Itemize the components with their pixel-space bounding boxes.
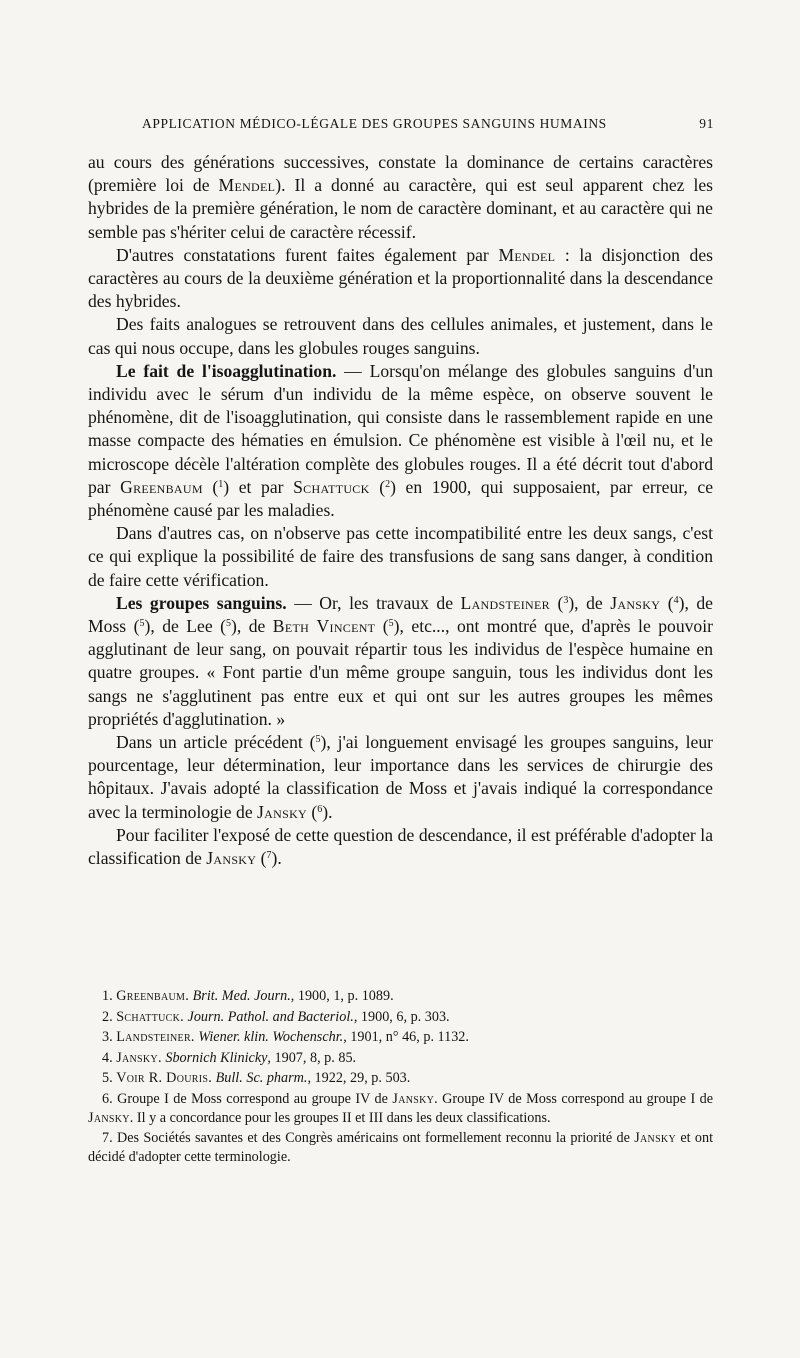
running-header: [142, 116, 714, 132]
author-name: Jansky: [206, 848, 257, 869]
footnote: 2. Schattuck. Journ. Pathol. and Bacteriol., 1900, 6, p. 303.: [102, 1008, 450, 1025]
footnote-ref: 4: [673, 594, 679, 606]
footnote-ref: 1: [218, 478, 224, 490]
footnote-ref: 5: [315, 734, 321, 746]
main-text: [88, 151, 713, 870]
footnote: 7. Des Sociétés savantes et des Congrès américains ont formellement reconnu la priorité de Jansky et ont décidé d'adopter cette terminologie.: [88, 1130, 714, 1165]
footnotes: [88, 987, 713, 1168]
footnote-ref: 7: [266, 850, 272, 862]
paragraph-8: Pour faciliter l'exposé de cette question de descendance, il est préférable d'adopter la classification de Jansky ($^7$).: [88, 824, 713, 869]
paragraph-4: Le fait de l'isoagglutination. — Lorsqu'on mélange des globules sanguins d'un individu avec le sérum d'un individu de la même espèce, on observe souvent le phénomène, dit de l'isoagglutination, qui consiste dans le rassemblement rapide en une masse compacte des hématies en émulsion. Ce phénomène est visible à l'œil nu, et le microscope décèle l'altération complète des globules rouges. Il a été décrit tout d'abord par Greenbaum ($^1$) et par Schattuck ($^2$) en 1900, qui supposaient, par erreur, ce phénomène causé par les maladies.: [88, 360, 714, 521]
footnote: 4. Jansky. Sbornich Klinicky, 1907, 8, p. 85.: [102, 1049, 357, 1066]
paragraph-1: au cours des générations successives, constate la dominance de certains caractères (première loi de Mendel). Il a donné au caractère, qui est seul apparent chez les hybrides de la première génération, le nom de caractère dominant, et au caractère qui ne semble pas s'hériter celui de caractère récessif.: [88, 152, 714, 242]
paragraph-6: Les groupes sanguins. — Or, les travaux de Landsteiner ($^3$), de Jansky ($^4$), de Moss ($^5$), de Lee ($^5$), de Beth Vincent ($^5$), etc..., ont montré que, d'après le pouvoir agglutinant de leur sang, on pouvait répartir tous les individus de l'espèce humaine en quatre groupes. « Font partie d'un même groupe sanguin, tous les individus dont les sangs ne s'agglutinent pas entre eux et qui ont sur les autres groupes les mêmes propriétés d'agglutination. »: [88, 592, 713, 729]
author-name: Schattuck: [293, 476, 370, 497]
author-name: Jansky: [610, 592, 661, 613]
paragraph-5: Dans d'autres cas, on n'observe pas cette incompatibilité entre les deux sangs, c'est ce qui explique la possibilité de faire des transfusions de sang sans danger, à condition de faire cette vérification.: [88, 523, 713, 590]
footnote: 3. Landsteiner. Wiener. klin. Wochenschr., 1901, n° 46, p. 1132.: [102, 1029, 469, 1046]
author-name: Beth Vincent: [272, 616, 376, 637]
author-name: Greenbaum: [120, 476, 203, 497]
footnote-ref: 5: [139, 618, 145, 630]
author-name: Mendel: [498, 244, 556, 265]
footnote: 6. Groupe I de Moss correspond au groupe IV de Jansky. Groupe IV de Moss correspond au groupe I de Jansky. Il y a concordance pour les groupes II et III dans les deux classifications.: [88, 1090, 714, 1126]
footnote-ref: 3: [563, 594, 569, 606]
section-heading: Le fait de l'isoagglutination.: [116, 360, 337, 381]
paragraph-3: Des faits analogues se retrouvent dans des cellules animales, et justement, dans le cas qui nous occupe, dans les globules rouges sanguins.: [88, 314, 713, 358]
footnote-ref: 5: [225, 618, 231, 630]
author-name: Jansky: [257, 801, 308, 822]
author-name: Mendel: [218, 175, 276, 196]
footnote: 5. Voir R. Douris. Bull. Sc. pharm., 1922, 29, p. 503.: [102, 1070, 411, 1087]
section-heading: Les groupes sanguins.: [116, 592, 287, 613]
paragraph-7: Dans un article précédent ($^5$), j'ai longuement envisagé les groupes sanguins, leur pourcentage, leur détermination, leur importance dans les services de chirurgie des hôpitaux. J'avais adopté la classification de Moss et j'avais indiqué la correspondance avec la terminologie de Jansky ($^6$).: [88, 732, 714, 822]
footnote-ref: 6: [317, 803, 323, 815]
paragraph-2: D'autres constatations furent faites également par Mendel : la disjonction des caractères au cours de la deuxième génération et la proportionnalité dans la descendance des hybrides.: [88, 244, 713, 312]
footnote-ref: 2: [385, 478, 391, 490]
footnote: 1. Greenbaum. Brit. Med. Journ., 1900, 1, p. 1089.: [102, 988, 394, 1004]
author-name: Landsteiner: [460, 592, 550, 613]
page-number: 91: [699, 116, 714, 131]
footnote-ref: 5: [388, 618, 394, 630]
running-title: APPLICATION MÉDICO-LÉGALE DES GROUPES SANGUINS HUMAINS: [142, 116, 607, 131]
